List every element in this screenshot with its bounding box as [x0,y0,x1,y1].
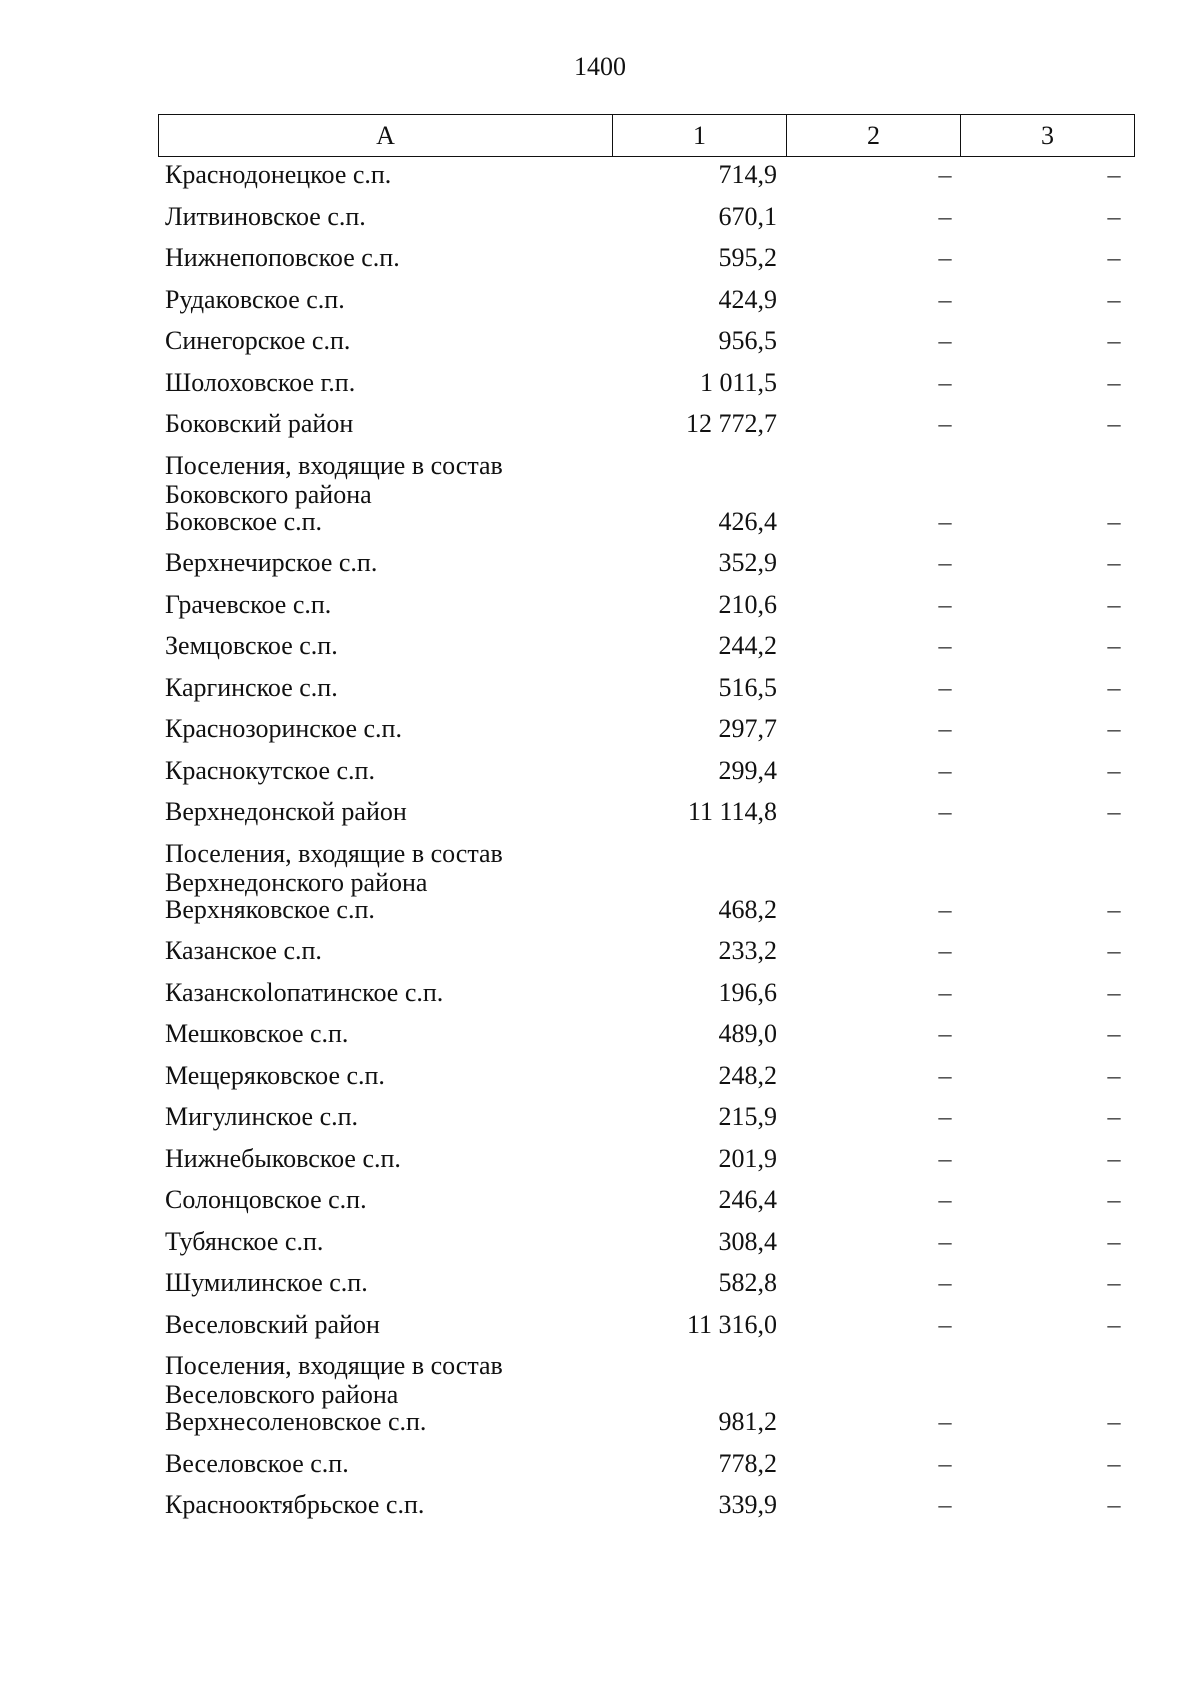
row-value-2: – [938,284,952,314]
row-name: Краснокутское с.п. [165,755,375,785]
row-name: Боковский район [165,409,354,438]
row-value-1: 1 011,5 [699,367,777,397]
row-name: Краснозоринское с.п. [165,714,402,743]
row-value-1: 12 772,7 [686,409,777,438]
row-value-3: – [1107,284,1121,314]
row-name: Веселовское с.п. [165,1448,349,1478]
row-value-3: – [1107,160,1121,189]
group-heading-row [0,449,1200,509]
row-value-1: 582,8 [718,1268,777,1297]
row-name: Мигулинское с.п. [165,1102,359,1131]
row-value-3: – [1107,755,1121,785]
row-name: Шолоховское г.п. [165,367,356,397]
table-row [0,324,1200,366]
row-value-1: 489,0 [718,1019,777,1048]
row-value-2: – [938,201,952,231]
row-value-1: 210,6 [718,589,777,619]
row-value-2: – [938,1268,952,1297]
row-value-3: – [1107,631,1121,660]
row-value-3: – [1107,1407,1121,1436]
row-value-3: – [1107,589,1121,619]
row-value-3: – [1107,1490,1121,1519]
table-row [0,407,1200,449]
row-value-3: – [1107,1185,1121,1214]
row-name: Поселения, входящие в состав Веселовского района [165,1351,503,1409]
row-value-2: – [938,1309,952,1339]
row-value-2: – [938,1226,952,1256]
table-row [0,754,1200,796]
header-row [159,115,1135,157]
table-row [0,1017,1200,1059]
row-value-2: – [938,589,952,619]
row-value-1: 246,4 [718,1185,777,1214]
table-row [0,934,1200,976]
table-row [0,629,1200,671]
row-value-3: – [1107,548,1121,577]
header-col-3: 3 [961,115,1135,157]
row-value-3: – [1107,409,1121,438]
row-name: Верхнесоленовское с.п. [165,1407,427,1436]
row-value-2: – [938,1102,952,1131]
table-row [0,1266,1200,1308]
row-value-1: 424,9 [718,284,777,314]
row-value-1: 248,2 [718,1060,777,1090]
row-value-3: – [1107,367,1121,397]
group-heading-row [0,837,1200,897]
row-value-2: – [938,631,952,660]
row-value-2: – [938,243,952,272]
row-value-3: – [1107,1268,1121,1297]
row-value-3: – [1107,1226,1121,1256]
table-row [0,1405,1200,1447]
row-name: Тубянское с.п. [165,1226,324,1256]
row-name: Литвиновское с.п. [165,201,366,231]
table-row [0,241,1200,283]
table-row [0,1447,1200,1489]
row-value-2: – [938,894,952,924]
row-value-1: 196,6 [718,977,777,1007]
row-name: Мешковское с.п. [165,1019,349,1048]
row-name: Каргинское с.п. [165,672,338,702]
row-name: Рудаковское с.п. [165,284,345,314]
row-name: Казанскolопатинское с.п. [165,977,444,1007]
row-value-2: – [938,672,952,702]
row-value-1: 670,1 [718,201,777,231]
row-value-1: 308,4 [718,1226,777,1256]
row-value-2: – [938,755,952,785]
row-name: Мещеряковское с.п. [165,1060,385,1090]
row-name: Шумилинское с.п. [165,1268,368,1297]
row-value-1: 956,5 [718,326,777,355]
row-value-2: – [938,797,952,826]
row-value-2: – [938,936,952,965]
table-row [0,1225,1200,1267]
page-number: 1400 [574,52,626,81]
row-value-3: – [1107,243,1121,272]
row-value-1: 516,5 [718,672,777,702]
row-name: Боковское с.п. [165,506,323,536]
row-value-1: 201,9 [718,1143,777,1173]
table-row [0,1183,1200,1225]
table-row [0,158,1200,200]
table-row [0,283,1200,325]
row-name: Верхняковское с.п. [165,894,375,924]
row-value-2: – [938,506,952,536]
row-value-1: 299,4 [718,755,777,785]
row-value-2: – [938,1407,952,1436]
row-value-1: 244,2 [718,631,777,660]
row-value-2: – [938,1060,952,1090]
table-row [0,588,1200,630]
row-value-3: – [1107,1019,1121,1048]
row-name: Поселения, входящие в состав Боковского района [165,450,503,509]
row-name: Поселения, входящие в состав Верхнедонского района [165,838,503,897]
header-col-a: А [159,115,613,157]
row-value-2: – [938,548,952,577]
row-value-1: 778,2 [718,1448,777,1478]
row-name: Верхнечирское с.п. [165,548,378,577]
row-value-1: 339,9 [718,1490,777,1519]
table-row [0,546,1200,588]
row-value-2: – [938,977,952,1007]
row-name: Солонцовское с.п. [165,1185,367,1214]
table-row [0,200,1200,242]
row-name: Краснодонецкое с.п. [165,160,392,189]
table-row [0,795,1200,837]
row-name: Нижнепоповское с.п. [165,243,400,272]
table-row [0,366,1200,408]
row-value-1: 468,2 [718,894,777,924]
table-row [0,1488,1200,1530]
row-value-2: – [938,326,952,355]
table-row [0,976,1200,1018]
table-row [0,671,1200,713]
row-value-3: – [1107,506,1121,536]
row-value-1: 426,4 [718,506,777,536]
row-value-3: – [1107,977,1121,1007]
row-value-2: – [938,714,952,743]
row-value-3: – [1107,936,1121,965]
table-row [0,1100,1200,1142]
row-value-1: 981,2 [718,1407,777,1436]
row-name: Краснооктябрьское с.п. [165,1490,425,1519]
row-name: Нижнебыковское с.п. [165,1143,401,1173]
row-value-2: – [938,367,952,397]
row-value-2: – [938,1143,952,1173]
row-value-1: 595,2 [718,243,777,272]
table-header [158,114,1135,157]
table-body [0,158,1200,1530]
table-row [0,1308,1200,1350]
row-value-2: – [938,1019,952,1048]
row-value-2: – [938,160,952,189]
row-value-3: – [1107,326,1121,355]
row-value-3: – [1107,797,1121,826]
row-value-3: – [1107,201,1121,231]
row-value-3: – [1107,1309,1121,1339]
row-value-3: – [1107,1060,1121,1090]
row-name: Синегорское с.п. [165,326,351,355]
row-value-3: – [1107,672,1121,702]
table-row [0,505,1200,547]
header-col-2: 2 [787,115,961,157]
table-row [0,1059,1200,1101]
row-value-2: – [938,409,952,438]
header-col-1: 1 [613,115,787,157]
row-value-3: – [1107,1448,1121,1478]
group-heading-row [0,1349,1200,1409]
row-value-3: – [1107,1102,1121,1131]
row-value-2: – [938,1490,952,1519]
row-value-3: – [1107,714,1121,743]
table-row [0,1142,1200,1184]
row-value-1: 714,9 [718,160,777,189]
row-name: Земцовское с.п. [165,631,338,660]
row-value-1: 215,9 [718,1102,777,1131]
row-value-2: – [938,1185,952,1214]
row-name: Веселовский район [165,1309,380,1339]
row-name: Казанское с.п. [165,936,322,965]
row-name: Верхнедонской район [165,797,407,826]
table-row [0,712,1200,754]
row-name: Грачевское с.п. [165,589,332,619]
row-value-1: 11 114,8 [687,797,777,826]
row-value-1: 352,9 [718,548,777,577]
row-value-3: – [1107,894,1121,924]
row-value-1: 233,2 [718,936,777,965]
row-value-3: – [1107,1143,1121,1173]
row-value-1: 297,7 [718,714,777,743]
row-value-1: 11 316,0 [686,1309,777,1339]
row-value-2: – [938,1448,952,1478]
table-row [0,893,1200,935]
